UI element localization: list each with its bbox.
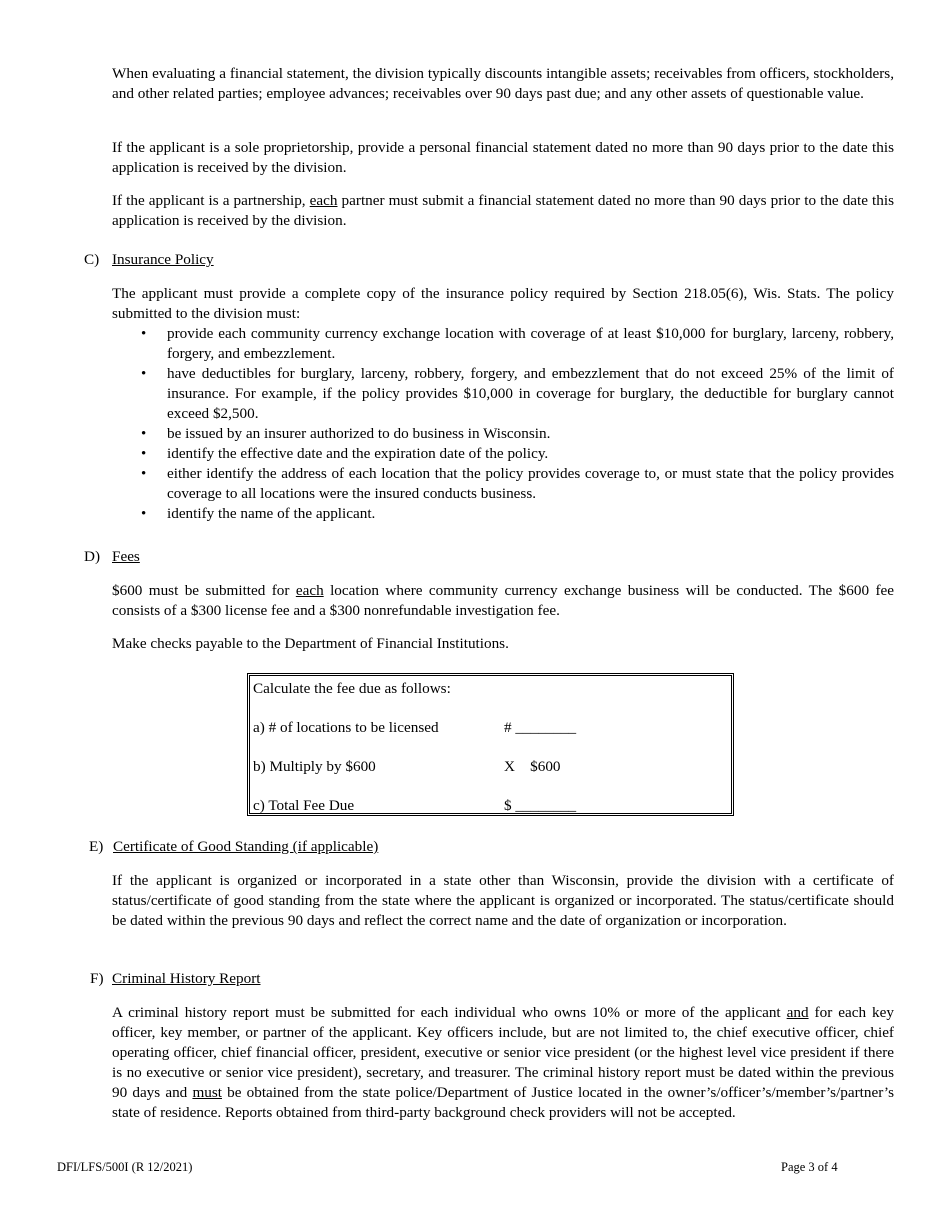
- list-item: • provide each community currency exchange location with coverage of at least $10,000 for burglary, larceny, robbery, forgery, and embezzlement.: [112, 324, 894, 364]
- intro-paragraph-3: If the applicant is a partnership, each partner must submit a financial statement dated no more than 90 days prior to the date this application is received by the division.: [112, 192, 895, 229]
- insurance-requirements-list: [112, 324, 894, 524]
- section-f-heading: [90, 969, 261, 989]
- fee-row-label: a) # of locations to be licensed: [253, 719, 439, 736]
- fee-calculation-box: [247, 673, 734, 816]
- underlined-must: must: [192, 1084, 222, 1101]
- intro-paragraph-1: When evaluating a financial statement, the division typically discounts intangible assets; receivables from officers, stockholders, and other related parties; employee advances; receivables over 90 days past due; and any other assets of questionable value.: [112, 65, 894, 102]
- section-c-intro: The applicant must provide a complete copy of the insurance policy required by Section 218.05(6), Wis. Stats. The policy submitted to the division must:: [112, 285, 894, 322]
- list-item: • either identify the address of each location that the policy provides coverage to, or must state that the policy provides coverage to all locations were the insured conducts business.: [112, 464, 894, 504]
- fee-row-label: b) Multiply by $600: [253, 758, 376, 775]
- list-item: • identify the effective date and the expiration date of the policy.: [112, 444, 894, 464]
- section-letter: C): [84, 251, 100, 268]
- section-f-paragraph: A criminal history report must be submitted for each individual who owns 10% or more of the applicant and for each key officer, key member, or partner of the applicant. Key officers include, but are not limited to, the chief executive officer, chief operating officer, chief financial officer, president, executive or senior vice president (or the highest level vice president if there is no executive or senior vice president), secretary, and treasurer. The criminal history report must be dated within the previous 90 days and must be obtained from the state police/Department of Justice located in the owner’s/officer’s/member’s/partner’s state of residence. Reports obtained from third-party background check providers will not be accepted.: [112, 1004, 894, 1121]
- multiplier-value: X $600: [504, 758, 561, 775]
- section-d-paragraph-2: Make checks payable to the Department of Financial Institutions.: [112, 635, 509, 652]
- underlined-and: and: [786, 1004, 809, 1021]
- section-letter: E): [89, 838, 104, 855]
- section-title: Insurance Policy: [112, 251, 214, 268]
- section-letter: D): [84, 548, 101, 565]
- section-letter: F): [90, 970, 104, 987]
- section-title: Criminal History Report: [112, 970, 261, 987]
- section-d-heading: [84, 547, 140, 567]
- list-item: • identify the name of the applicant.: [112, 504, 894, 524]
- section-title: Certificate of Good Standing (if applicable): [113, 838, 379, 855]
- underlined-each: each: [295, 582, 324, 599]
- list-item: • have deductibles for burglary, larceny, robbery, forgery, and embezzlement that do not exceed 25% of the limit of insurance. For example, if the policy provides $10,000 in coverage for burglary, the deductible for burglary cannot exceed $2,500.: [112, 364, 894, 424]
- section-e-paragraph: If the applicant is organized or incorporated in a state other than Wisconsin, provide the division with a certificate of status/certificate of good standing from the state where the applicant is organized or incorporated. The status/certificate should be dated within the previous 90 days and reflect the correct name and the date of organization or incorporation.: [112, 872, 894, 929]
- intro-paragraph-2: If the applicant is a sole proprietorship, provide a personal financial statement dated no more than 90 days prior to the date this application is received by the division.: [112, 139, 894, 176]
- section-title: Fees: [112, 548, 140, 565]
- underlined-each: each: [309, 192, 338, 209]
- list-item: • be issued by an insurer authorized to do business in Wisconsin.: [112, 424, 894, 444]
- page-number: Page 3 of 4: [781, 1160, 838, 1174]
- section-e-heading: [89, 837, 378, 857]
- total-fee-field[interactable]: $ ________: [504, 797, 577, 814]
- section-d-paragraph-1: $600 must be submitted for each location where community currency exchange business will be conducted. The $600 fee consists of a $300 license fee and a $300 nonrefundable investigation fee.: [112, 582, 894, 619]
- fee-row-label: c) Total Fee Due: [253, 797, 355, 814]
- form-identifier: DFI/LFS/500I (R 12/2021): [57, 1160, 193, 1174]
- section-c-heading: [84, 250, 214, 270]
- fee-box-heading: Calculate the fee due as follows:: [253, 680, 451, 697]
- locations-count-field[interactable]: # ________: [504, 719, 577, 736]
